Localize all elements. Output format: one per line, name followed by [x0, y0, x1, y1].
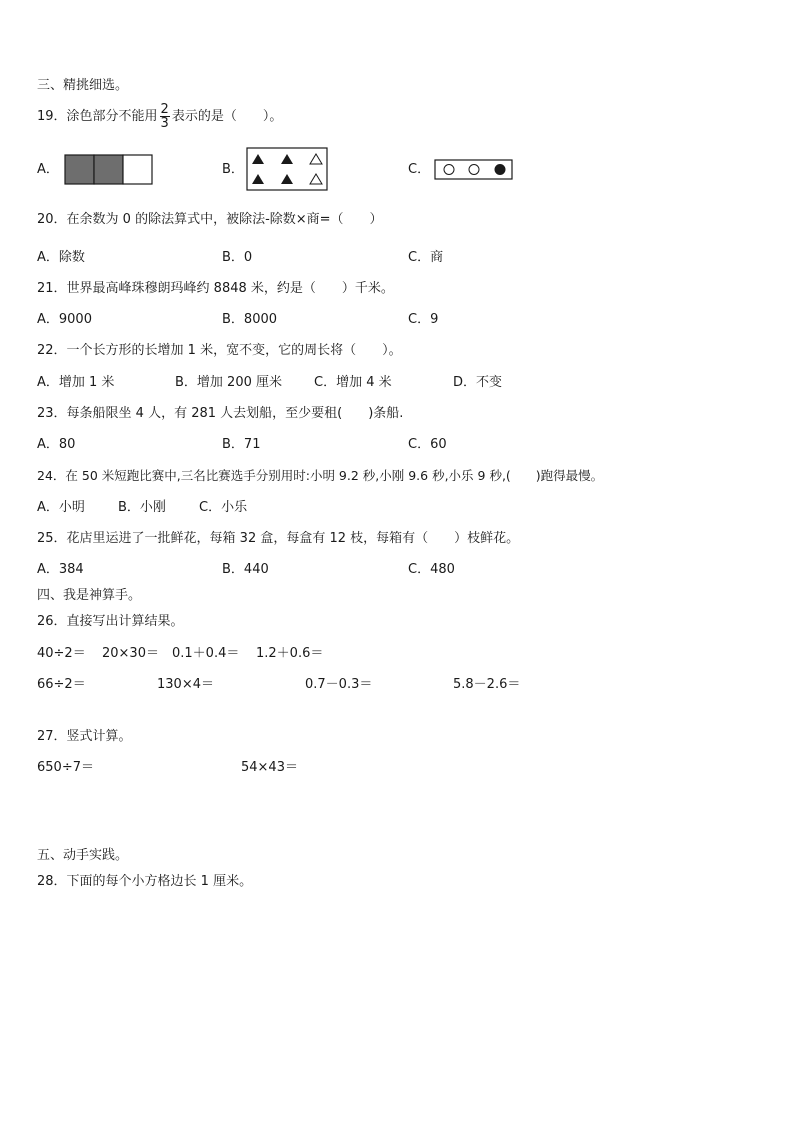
vertical-calc-item: 650÷7＝	[37, 760, 94, 775]
q21-option-b[interactable]: B．8000	[222, 312, 278, 327]
question-24: 24．在 50 米短跑比赛中,三名比赛选手分别用时:小明 9.2 秒,小刚 9.6 秒,小乐 9 秒,( )跑得最慢。	[37, 468, 604, 483]
calc-item: 40÷2＝	[37, 646, 86, 661]
q25-option-b[interactable]: B．440	[222, 562, 269, 577]
q19-text-after: 表示的是（ ）。	[171, 109, 283, 124]
calc-item: 66÷2＝	[37, 677, 86, 692]
q19-option-b-label[interactable]: B．	[222, 162, 244, 177]
circle-empty-2	[469, 165, 479, 175]
calc-item: 0.1＋0.4＝	[172, 646, 240, 661]
q21-option-c[interactable]: C．9	[408, 312, 439, 327]
q24-option-b[interactable]: B．小刚	[118, 500, 166, 515]
q22-option-d[interactable]: D．不变	[453, 375, 503, 390]
q21-option-a[interactable]: A．9000	[37, 312, 92, 327]
section-4-heading: 四、我是神算手。	[37, 588, 142, 603]
q19-option-a-label[interactable]: A．	[37, 162, 59, 177]
calc-item: 130×4＝	[157, 677, 214, 692]
q24-option-a[interactable]: A．小明	[37, 500, 85, 515]
circle-filled	[495, 165, 505, 175]
calc-item: 1.2＋0.6＝	[256, 646, 324, 661]
shaded-bar-figure	[64, 154, 154, 186]
question-27: 27．竖式计算。	[37, 729, 132, 744]
q20-option-a[interactable]: A．除数	[37, 250, 85, 265]
question-22: 22．一个长方形的长增加 1 米，宽不变，它的周长将（ ）。	[37, 343, 402, 358]
fraction-numerator: 2	[160, 102, 169, 117]
question-19	[37, 102, 282, 132]
question-26: 26．直接写出计算结果。	[37, 614, 184, 629]
question-21: 21．世界最高峰珠穆朗玛峰约 8848 米，约是（ ）千米。	[37, 281, 394, 296]
calc-item: 0.7－0.3＝	[305, 677, 373, 692]
section-5-heading: 五、动手实践。	[37, 848, 129, 863]
q19-option-c-label[interactable]: C．	[408, 162, 431, 177]
bar-cell-shaded-1	[65, 155, 94, 184]
q20-option-b[interactable]: B．0	[222, 250, 253, 265]
question-25: 25．花店里运进了一批鲜花，每箱 32 盒，每盒有 12 枝，每箱有（ ）枝鲜花。	[37, 531, 520, 546]
bar-cell-shaded-2	[94, 155, 123, 184]
q23-option-c[interactable]: C．60	[408, 437, 447, 452]
vertical-calc-item: 54×43＝	[241, 760, 298, 775]
question-23: 23．每条船限坐 4 人，有 281 人去划船，至少要租( )条船.	[37, 406, 404, 421]
calc-item: 5.8－2.6＝	[453, 677, 521, 692]
q25-option-a[interactable]: A．384	[37, 562, 84, 577]
q23-option-a[interactable]: A．80	[37, 437, 76, 452]
bar-cell-empty	[123, 155, 152, 184]
circle-empty-1	[444, 165, 454, 175]
section-3-heading: 三、精挑细选。	[37, 78, 129, 93]
fraction-two-thirds	[160, 103, 170, 130]
fraction-denominator: 3	[160, 116, 169, 131]
q19-text-before: 19．涂色部分不能用	[37, 109, 158, 124]
q20-option-c[interactable]: C．商	[408, 250, 444, 265]
calc-item: 20×30＝	[102, 646, 159, 661]
circles-figure	[434, 159, 514, 181]
q25-option-c[interactable]: C．480	[408, 562, 455, 577]
q22-option-c[interactable]: C．增加 4 米	[314, 375, 392, 390]
q24-option-c[interactable]: C．小乐	[199, 500, 248, 515]
q22-option-b[interactable]: B．增加 200 厘米	[175, 375, 282, 390]
triangles-figure	[246, 147, 328, 191]
q23-option-b[interactable]: B．71	[222, 437, 261, 452]
question-20: 20．在余数为 0 的除法算式中，被除法-除数×商=（ ）	[37, 212, 383, 227]
q22-option-a[interactable]: A．增加 1 米	[37, 375, 115, 390]
question-28: 28．下面的每个小方格边长 1 厘米。	[37, 874, 253, 889]
